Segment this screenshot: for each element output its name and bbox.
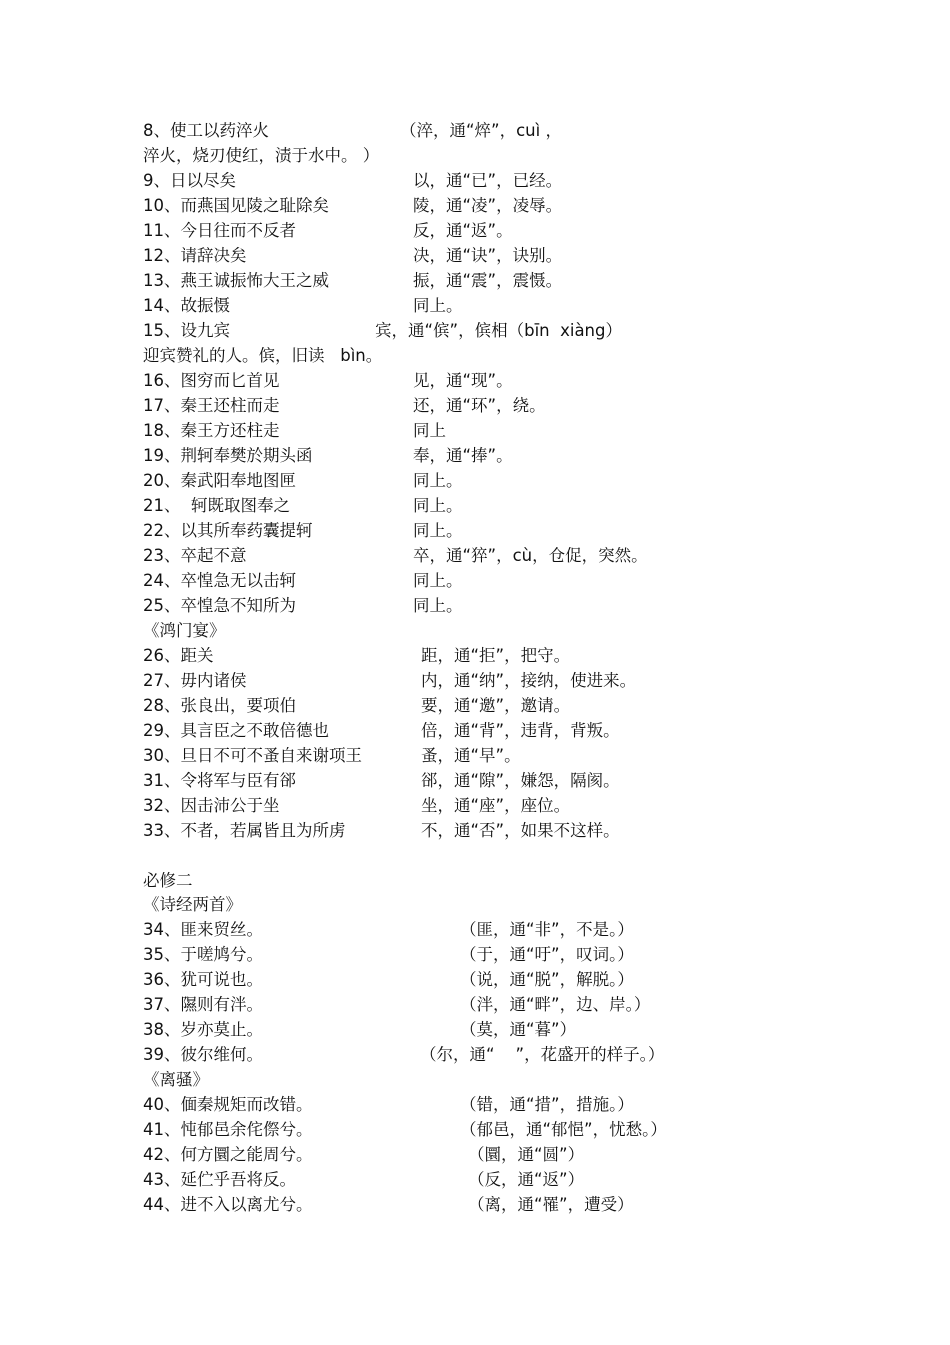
text-line-l13b: 同上 [413, 421, 446, 440]
text-line-l21: 《鸿门宴》 [143, 621, 226, 640]
text-line-l11b: 见，通“现”。 [413, 371, 513, 390]
text-line-l39a: 40、偭秦规矩而改错。 [143, 1095, 313, 1114]
text-line-l33b: （于，通“吁”，叹词。） [460, 945, 634, 964]
text-line-l11a: 16、图穷而匕首见 [143, 371, 280, 390]
text-line-l04a: 10、而燕国见陵之耻除矣 [143, 196, 329, 215]
text-line-l24b: 要，通“邀”，邀请。 [421, 696, 571, 715]
text-line-l27a: 31、令将军与臣有郤 [143, 771, 296, 790]
text-line-l36b: （莫，通“暮”） [460, 1020, 577, 1039]
text-line-l14b: 奉，通“捧”。 [413, 446, 513, 465]
text-line-l18b: 卒，通“猝”，cù，仓促，突然。 [413, 546, 648, 565]
text-line-l35a: 37、隰则有泮。 [143, 995, 263, 1014]
text-line-l19a: 24、卒惶急无以击轲 [143, 571, 296, 590]
text-line-l27b: 郤，通“隙”，嫌怨，隔阂。 [421, 771, 620, 790]
text-line-l05b: 反，通“返”。 [413, 221, 513, 240]
text-line-l40a: 41、忳郁邑余侘傺兮。 [143, 1120, 313, 1139]
text-line-l28a: 32、因击沛公于坐 [143, 796, 280, 815]
text-line-l36a: 38、岁亦莫止。 [143, 1020, 263, 1039]
text-line-l26b: 蚤，通“早”。 [421, 746, 521, 765]
text-line-l09a: 15、设九宾 [143, 321, 230, 340]
text-line-l24a: 28、张良出，要项伯 [143, 696, 296, 715]
text-line-l01a: 8、使工以药淬火 [143, 121, 269, 140]
text-line-l03a: 9、日以尽矣 [143, 171, 236, 190]
text-line-l37a: 39、彼尔维何。 [143, 1045, 263, 1064]
text-line-l16b: 同上。 [413, 496, 463, 515]
text-line-l17a: 22、以其所奉药囊提轲 [143, 521, 313, 540]
text-line-l02: 淬火，烧刃使红，渍于水中。 ） [143, 146, 380, 165]
text-line-l43a: 44、进不入以离尤兮。 [143, 1195, 313, 1214]
text-line-l07a: 13、燕王诚振怖大王之威 [143, 271, 329, 290]
text-line-l14a: 19、荆轲奉樊於期头函 [143, 446, 313, 465]
text-line-l23a: 27、毋内诸侯 [143, 671, 247, 690]
text-line-l05a: 11、今日往而不反者 [143, 221, 296, 240]
text-line-l06b: 决，通“诀”，诀别。 [413, 246, 563, 265]
text-line-l28b: 坐，通“座”，座位。 [421, 796, 571, 815]
text-line-l17b: 同上。 [413, 521, 463, 540]
text-line-l09b: 宾，通“傧”，傧相（bīn xiàng） [375, 321, 622, 340]
text-line-l31: 《诗经两首》 [143, 895, 242, 914]
text-line-l34a: 36、犹可说也。 [143, 970, 263, 989]
text-line-l32b: （匪，通“非”，不是。） [460, 920, 634, 939]
text-line-l20b: 同上。 [413, 596, 463, 615]
text-line-l12b: 还，通“环”，绕。 [413, 396, 546, 415]
text-line-l16a: 21、 轲既取图奉之 [143, 496, 290, 515]
text-line-l10: 迎宾赞礼的人。傧，旧读 bìn。 [143, 346, 383, 365]
text-line-l42b: （反，通“返”） [468, 1170, 585, 1189]
text-line-l20a: 25、卒惶急不知所为 [143, 596, 296, 615]
text-line-l22b: 距，通“拒”，把守。 [421, 646, 571, 665]
text-line-l18a: 23、卒起不意 [143, 546, 247, 565]
text-line-l42a: 43、延伫乎吾将反。 [143, 1170, 296, 1189]
text-line-l38: 《离骚》 [143, 1070, 209, 1089]
text-line-l39b: （错，通“措”，措施。） [460, 1095, 634, 1114]
text-line-l08a: 14、故振慑 [143, 296, 230, 315]
text-line-l40b: （郁邑，通“郁悒”，忧愁。） [460, 1120, 667, 1139]
text-line-l41b: （圜，通“圆”） [468, 1145, 585, 1164]
text-line-l06a: 12、请辞决矣 [143, 246, 247, 265]
text-line-l23b: 内，通“纳”，接纳，使进来。 [421, 671, 637, 690]
text-line-l25a: 29、具言臣之不敢倍德也 [143, 721, 329, 740]
text-line-l37b: （尔，通“ ”，花盛开的样子。） [420, 1045, 665, 1064]
text-line-l35b: （泮，通“畔”，边、岸。） [460, 995, 651, 1014]
text-line-l03b: 以，通“已”，已经。 [413, 171, 563, 190]
text-line-l22a: 26、距关 [143, 646, 214, 665]
text-line-l29a: 33、不者，若属皆且为所虏 [143, 821, 346, 840]
text-line-l08b: 同上。 [413, 296, 463, 315]
text-line-l19b: 同上。 [413, 571, 463, 590]
text-line-l15a: 20、秦武阳奉地图匣 [143, 471, 296, 490]
text-line-l32a: 34、匪来贸丝。 [143, 920, 263, 939]
text-line-l34b: （说，通“脱”，解脱。） [460, 970, 634, 989]
text-line-l43b: （离，通“罹”，遭受） [468, 1195, 634, 1214]
text-line-l04b: 陵，通“凌”，凌辱。 [413, 196, 563, 215]
text-line-l26a: 30、旦日不可不蚤自来谢项王 [143, 746, 362, 765]
text-line-l15b: 同上。 [413, 471, 463, 490]
text-line-l07b: 振，通“震”，震慑。 [413, 271, 563, 290]
text-line-l01b: （淬，通“焠”，cuì ， [400, 121, 562, 140]
text-line-l41a: 42、何方圜之能周兮。 [143, 1145, 313, 1164]
text-line-l12a: 17、秦王还柱而走 [143, 396, 280, 415]
text-line-l25b: 倍，通“背”，违背，背叛。 [421, 721, 620, 740]
text-line-l29b: 不，通“否”，如果不这样。 [421, 821, 620, 840]
text-line-l13a: 18、秦王方还柱走 [143, 421, 280, 440]
text-line-l30: 必修二 [143, 871, 193, 890]
text-line-l33a: 35、于嗟鸠兮。 [143, 945, 263, 964]
